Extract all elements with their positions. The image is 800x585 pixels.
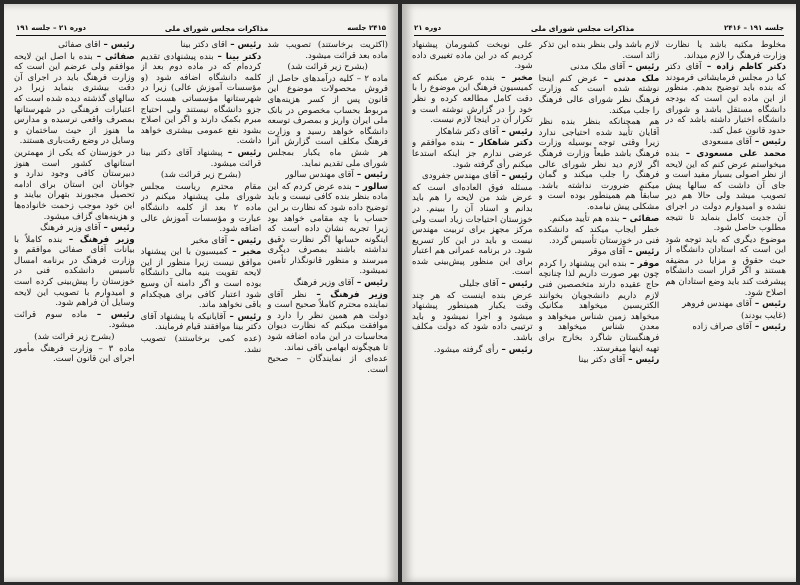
speech-text: کمیسیون با این پیشنهاد موافق نیست زیرا منظور از این لایحه تقویت بنیه مالی دانشگاه بوده است و اگر دامنه آن وسیع شود اعتبار کافی برای هیچکدام باقی نخواهد ماند. xyxy=(140,247,262,311)
speech-text: آقای دکتر کیا در مجلس فرمایشاتی فرمودند که بنده باید توضیح بدهم. منظور از این ماده این است که بودجه دانشگاه مستقل باشد و شورای دانشگاه اختیار داشته باشد که در حدود قانون عمل کند. xyxy=(665,62,786,136)
column xyxy=(665,40,786,578)
speaker-paragraph xyxy=(267,290,388,354)
speaker-name: دکتر شاهکار – xyxy=(464,138,533,149)
speaker-name: دکتر بینا – xyxy=(213,51,262,62)
header-page-number: دوره ۲۱ – جلسه ۱۹۱ xyxy=(16,24,87,32)
speech-text: بنده عرض میکنم که کمیسیون فرهنگ این موضوع را با دقت کامل مطالعه کرده و نظر خود را در گزارش نوشته است و تکرار آن در اینجا لازم نیست. xyxy=(411,72,533,126)
paragraph: (غایب بودند) xyxy=(741,310,786,321)
paragraph: لازم باشد ولی بنظر بنده این تذکر زائد است. xyxy=(538,40,660,61)
speaker-paragraph xyxy=(665,322,786,333)
paragraph: هم همچنانکه بنظر بنده نظر آقایان تأیید شده احتیاجی ندارد زیرا وقتی توجه بوسیله وزارت فرهنگ باشد طبعاً وزارت فرهنگ اگر لازم دید نظر شورای عالی فرهنگ را جلب میکند و گمان میکنم ضرورت نداشته باشد. سابقاً هم همینطور بوده است و مشکلی پیش نیامده. xyxy=(538,117,660,212)
speaker-name: دکتر کاظم زاده – xyxy=(701,62,786,73)
left-page xyxy=(4,4,398,582)
speech-text: آقای وزیر فرهنگ xyxy=(40,223,101,234)
text-columns xyxy=(14,40,388,578)
header-rule xyxy=(414,35,784,36)
speaker-name: سالور – xyxy=(351,181,388,192)
speaker-paragraph xyxy=(539,259,660,354)
page-header xyxy=(414,22,784,34)
column xyxy=(539,40,660,578)
speaker-name: رئیس – xyxy=(222,147,262,158)
text-columns xyxy=(412,40,786,578)
speaker-name: رئیس – xyxy=(227,235,262,246)
speaker-name: رئیس – xyxy=(87,309,135,320)
column xyxy=(412,40,533,578)
speaker-paragraph xyxy=(412,73,533,126)
speaker-paragraph xyxy=(412,138,533,170)
speaker-paragraph xyxy=(267,182,388,277)
speech-text: آقای دکتر بینا xyxy=(180,40,228,50)
speaker-name: ملک مدنی – xyxy=(597,73,660,84)
speaker-paragraph xyxy=(539,247,660,258)
speaker-name: وزیر فرهنگ – xyxy=(306,289,388,300)
speech-text: آقایانیکه با پیشنهاد آقای دکتر بینا موافقند قیام فرمایند. xyxy=(140,311,262,333)
speaker-paragraph xyxy=(412,127,533,138)
speech-text: بنده پیشنهادی تقدیم کرده‌ام که در ماده دوم بعد از کلمه دانشگاه اضافه شود (و مؤسسات آموزش عالی) زیرا در شهرستانها مؤسساتی هست که جزو دانشگاه نیستند ولی احتیاج مبرم بکمک دارند و اگر این اصلاح بشود نفع عمومی بیشتری خواهد داشت. xyxy=(140,51,262,147)
header-title: مذاکرات مجلس شورای ملی xyxy=(530,23,635,33)
speech-text: بنده این پیشنهاد را کردم چون بهر صورت داریم لذا چنانچه حاج عقیده دارند متخصصین فنی لازم داریم دانشجویان بخوانند الکتریسین میخواهد مکانیک میخواهد زمین شناس میخواهد و معدن شناس میخواهد و فرهنگستان شاگرد بخارج برای تهیه اینها میفرستد. xyxy=(538,258,660,354)
speech-text: آقای مخبر xyxy=(191,235,228,246)
speaker-name: وزیر فرهنگ – xyxy=(62,234,135,245)
paragraph: عرض بنده اینست که هر چند وقت یکبار همینطور پیشنهاد میشود و اجرا نمیشود و باید ترتیبی داده شود که دولت مکلف باشد. xyxy=(411,290,533,344)
speaker-name: رئیس – xyxy=(751,137,786,148)
speaker-paragraph xyxy=(665,137,786,148)
speech-text: بنده موافقم و عرضی ندارم جز اینکه استدعا میکنم رأی گرفته شود. xyxy=(411,138,533,170)
speaker-paragraph xyxy=(412,171,533,182)
speaker-paragraph xyxy=(665,299,786,310)
speaker-paragraph xyxy=(412,345,533,356)
speech-text: آقای دکتر بینا xyxy=(578,355,626,366)
speech-text: آقای مسعودی xyxy=(701,137,752,148)
speech-text: رأی گرفته میشود. xyxy=(433,344,499,355)
speaker-name: رئیس – xyxy=(498,171,533,182)
speech-text: نظر آقای نماینده محترم کاملاً صحیح است و دولت هم همین نظر را دارد و موافقت میکنم که نظارت دیوان محاسبات در این ماده اضافه شود تا هیچگونه ابهامی باقی نماند. xyxy=(267,289,388,353)
paragraph: (اکثریت برخاستند) تصویب شد ماده بعد قرائت میشود. xyxy=(267,40,388,61)
speech-text: بنده با اصل این لایحه موافقم ولی عرضم این است که وزارت فرهنگ باید در اجرای آن دقت بیشتری بنماید زیرا در سالهای گذشته دیده شده است که اعتبارات فرهنگی در شهرستانها بمصرف واقعی نرسیده و مدارس ما هنوز از حیث ساختمان و وسایل در وضع رقت‌باری هستند. xyxy=(13,51,135,147)
speaker-name: رئیس – xyxy=(751,299,786,310)
speaker-paragraph xyxy=(267,170,388,181)
paragraph: ماده ۳ – وزارت فرهنگ مأمور اجرای این قانون است. xyxy=(13,343,135,365)
speaker-paragraph xyxy=(14,223,135,234)
speaker-paragraph xyxy=(14,40,135,51)
speaker-name: صفائی – xyxy=(92,51,135,62)
paragraph: مسئله فوق العاده‌ای است که عرض شد من لایحه را هم باید بدانم و اسناد آن را ببینم. در خوزستان احتیاجات زیاد است ولی مرکز مجهز برای تربیت مهندس نیست و باید در این کار تسریع شود. در برنامه عمرانی هم اعتبار برای این منظور پیش‌بینی شده است. xyxy=(411,182,533,278)
speaker-name: رئیس – xyxy=(498,279,533,290)
speaker-paragraph xyxy=(14,310,135,331)
speech-text: بنده کاملاً با بیانات آقای صفائی موافقم و وزارت فرهنگ در برنامه امسال تأسیس دانشکده فنی در خوزستان را پیش‌بینی کرده است و امیدوارم با تصویب این لایحه وسایل آن فراهم شود. xyxy=(13,234,135,309)
header-title: مذاکرات مجلس شورای ملی xyxy=(164,23,269,33)
speaker-name: صفائی – xyxy=(619,213,660,224)
paragraph: موضوع دیگری که باید توجه شود این است که استادان دانشگاه از حیث حقوق و مزایا در مضیقه هستند و اگر قرار است دانشگاه پیشرفت کند باید وضع استادان هم اصلاح شود. xyxy=(665,234,786,298)
speaker-name: رئیس – xyxy=(100,223,135,234)
paragraph: در خوزستان که یکی از مهمترین استانهای کشور است هنوز دبیرستان کافی وجود ندارد و جوانان این استان برای ادامه تحصیل مجبورند بتهران بیایند و این خود موجب زحمت خانواده‌ها و هزینه‌های گزاف میشود. xyxy=(13,147,135,222)
speech-text: آقای ملک مدنی xyxy=(570,62,626,73)
header-page-number: دوره ۲۱ xyxy=(414,24,442,32)
header-session: ۲۴۱۵ جلسه xyxy=(347,24,386,32)
speech-text: بنده عرض کردم که این ماده بنظر بنده کافی نیست و باید توضیح داده شود که نظارت بر این حساب با چه مقامی خواهد بود زیرا تجربه نشان داده است که اینگونه حسابها اگر نظارت دقیق نداشته باشند بمصرف دیگری میرسند و منظور قانونگذار تأمین نمیشود. xyxy=(267,181,388,277)
column xyxy=(141,40,262,578)
speaker-name: رئیس – xyxy=(498,344,533,355)
speech-text: بنده میخواستم عرض کنم که این لایحه از نظر اصولی بسیار مفید است و جای آن داشت که سالها پیش تصویب میشد ولی حالا هم دیر نشده و امیدوارم دولت در اجرای آن جدیت کامل بنماید تا نتیجه مطلوب حاصل شود. xyxy=(665,148,786,234)
speaker-paragraph xyxy=(412,279,533,290)
speech-text: آقای مهندس فروهر xyxy=(682,299,752,310)
speaker-name: رئیس – xyxy=(625,62,660,73)
speaker-name: مخبر – xyxy=(227,247,262,258)
header-session: جلسه ۱۹۱ – ۲۴۱۶ xyxy=(723,24,784,32)
speaker-paragraph xyxy=(267,278,388,289)
speech-text: آقای صفائی xyxy=(58,40,101,50)
procedural-note: (بشرح زیر قرائت شد) xyxy=(34,332,115,343)
column xyxy=(267,40,388,578)
speaker-paragraph xyxy=(141,40,262,51)
speech-text: بنده هم تأیید میکنم. xyxy=(549,213,620,224)
speaker-paragraph xyxy=(14,52,135,147)
speaker-paragraph xyxy=(539,355,660,366)
procedural-note: (بشرح زیر قرائت شد) xyxy=(287,62,368,73)
speech-text: آقای مهندس سالور xyxy=(285,170,354,181)
speaker-paragraph xyxy=(539,62,660,73)
speech-text: ماده سوم قرائت میشود. xyxy=(13,309,135,331)
paragraph: مخلوط مکتبه باشد یا نظارت وزارت فرهنگ را لازم میداند. xyxy=(665,40,786,61)
speaker-paragraph xyxy=(14,235,135,309)
speaker-name: رئیس – xyxy=(751,322,786,333)
speech-text: پیشنهاد آقای دکتر بینا قرائت میشود. xyxy=(140,147,262,169)
speaker-paragraph xyxy=(141,236,262,247)
speaker-paragraph xyxy=(141,247,262,311)
column xyxy=(14,40,135,578)
speaker-name: موقر – xyxy=(626,258,660,269)
procedural-note: (بشرح زیر قرائت شد) xyxy=(160,170,242,181)
page-header xyxy=(16,22,386,34)
speech-text: آقای دکتر شاهکار xyxy=(436,126,499,137)
right-page xyxy=(402,4,796,582)
speaker-name: مخبر – xyxy=(494,72,533,83)
speaker-paragraph xyxy=(539,214,660,225)
speaker-name: محمد علی مسعودی – xyxy=(679,148,786,159)
speaker-paragraph xyxy=(539,74,660,116)
speech-text: آقای جلیلی xyxy=(459,279,499,290)
paragraph: ماده ۲ – کلیه درآمدهای حاصل از فروش محصولات موضوع این قانون پس از کسر هزینه‌های مربوط بحساب مخصوص در بانک ملی ایران واریز و بمصرف توسعه دانشگاه خواهد رسید و وزارت فرهنگ مکلف است گزارش آنرا هر شش ماه یکبار بمجلس شورای ملی تقدیم نماید. xyxy=(267,73,388,169)
speaker-name: رئیس – xyxy=(625,355,660,366)
speaker-paragraph xyxy=(141,312,262,333)
paragraph: علی نوبخت کشورمان پیشنهاد کردیم که در این ماده تغییری داده شود. xyxy=(411,40,533,72)
header-rule xyxy=(16,35,386,36)
paragraph: مقام محترم ریاست مجلس شورای ملی پیشنهاد میکنم در ماده ۲ بعد از کلمه دانشگاه عبارت و مؤسسات آموزش عالی اضافه شود. xyxy=(140,181,262,235)
speaker-paragraph xyxy=(141,52,262,147)
speaker-name: رئیس – xyxy=(100,40,135,50)
speaker-name: رئیس – xyxy=(353,170,388,181)
speaker-name: رئیس – xyxy=(498,126,533,137)
speaker-name: رئیس – xyxy=(225,311,262,322)
speaker-name: رئیس – xyxy=(227,40,262,50)
speech-text: آقای صراف زاده xyxy=(692,322,752,333)
speaker-name: رئیس – xyxy=(353,278,388,289)
paragraph: خطر ایجاب میکند که دانشکده فنی در خوزستان تأسیس گردد. xyxy=(538,225,660,246)
speaker-name: رئیس – xyxy=(625,247,660,258)
speech-text: آقای وزیر فرهنگ xyxy=(293,278,354,289)
speaker-paragraph xyxy=(141,148,262,169)
speech-text: عرض کنم اینجا نوشته شده است که وزارت فرهنگ نظر شورای عالی فرهنگ را جلب میکند. xyxy=(538,73,660,116)
paragraph: عده‌ای از نمایندگان – صحیح است. xyxy=(267,354,388,375)
paragraph: (عده کمی برخاستند) تصویب نشد. xyxy=(140,334,262,355)
speaker-paragraph xyxy=(665,149,786,234)
speech-text: آقای مهندس جفرودی xyxy=(421,171,499,182)
speech-text: آقای موقر xyxy=(588,247,626,258)
speaker-paragraph xyxy=(665,62,786,136)
